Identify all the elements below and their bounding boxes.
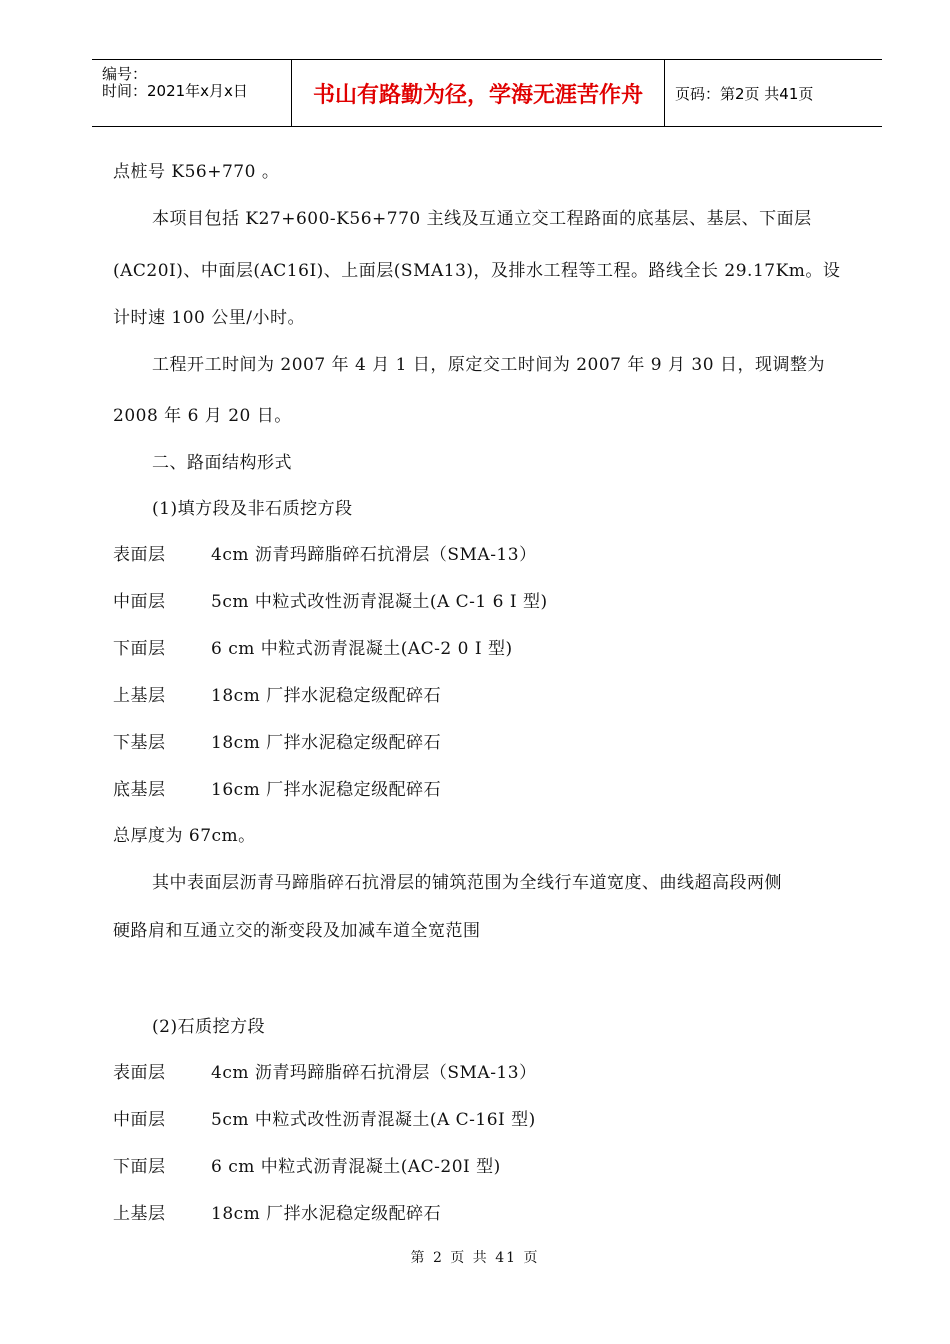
layer-description: 6 cm 中粒式沥青混凝土(AC-20I 型)	[211, 1157, 501, 1177]
paragraph-line: 点桩号 K56+770 。	[113, 162, 280, 182]
layer-name: 底基层	[113, 780, 166, 800]
layer-description: 18cm 厂拌水泥稳定级配碎石	[211, 733, 442, 753]
layer-name: 下基层	[113, 733, 166, 753]
paragraph-line: 工程开工时间为 2007 年 4 月 1 日，原定交工时间为 2007 年 9 月 30 日，现调整为	[152, 355, 825, 375]
paragraph-line: 计时速 100 公里/小时。	[113, 308, 305, 328]
document-number-label: 编号：	[102, 65, 148, 83]
layer-name: 表面层	[113, 545, 166, 565]
section-heading: 二、路面结构形式	[152, 453, 292, 473]
header-page-info: 页码：第2页 共41页	[675, 84, 814, 103]
page-footer: 第 2 页 共 41 页	[410, 1250, 540, 1266]
layer-description: 4cm 沥青玛蹄脂碎石抗滑层（SMA-13）	[211, 545, 537, 565]
layer-description: 6 cm 中粒式沥青混凝土(AC-2 0 I 型)	[211, 639, 513, 659]
total-thickness: 总厚度为 67cm。	[113, 826, 256, 846]
layer-name: 下面层	[113, 1157, 166, 1177]
subsection-heading: (2)石质挖方段	[152, 1017, 266, 1037]
layer-description: 4cm 沥青玛蹄脂碎石抗滑层（SMA-13）	[211, 1063, 537, 1083]
layer-name: 上基层	[113, 1204, 166, 1224]
paragraph-line: 其中表面层沥青马蹄脂碎石抗滑层的铺筑范围为全线行车道宽度、曲线超高段两侧	[152, 873, 782, 893]
page-header	[92, 59, 882, 127]
layer-name: 上基层	[113, 686, 166, 706]
layer-name: 下面层	[113, 639, 166, 659]
header-motto: 书山有路勤为径，学海无涯苦作舟	[292, 60, 665, 126]
layer-name: 中面层	[113, 1110, 166, 1130]
layer-name: 表面层	[113, 1063, 166, 1083]
subsection-heading: (1)填方段及非石质挖方段	[152, 499, 353, 519]
paragraph-line: 本项目包括 K27+600-K56+770 主线及互通立交工程路面的底基层、基层、下面层	[152, 209, 812, 229]
header-meta	[92, 60, 292, 126]
layer-description: 5cm 中粒式改性沥青混凝土(A C-1 6 I 型)	[211, 592, 548, 612]
layer-name: 中面层	[113, 592, 166, 612]
paragraph-line: 硬路肩和互通立交的渐变段及加减车道全宽范围	[113, 921, 481, 941]
document-time-label: 时间：2021年x月x日	[102, 82, 248, 100]
paragraph-line: 2008 年 6 月 20 日。	[113, 406, 292, 426]
layer-description: 18cm 厂拌水泥稳定级配碎石	[211, 686, 442, 706]
paragraph-line: (AC20I)、中面层(AC16I)、上面层(SMA13)，及排水工程等工程。路线全长 29.17Km。设	[113, 261, 841, 281]
layer-description: 5cm 中粒式改性沥青混凝土(A C-16I 型)	[211, 1110, 536, 1130]
layer-description: 18cm 厂拌水泥稳定级配碎石	[211, 1204, 442, 1224]
layer-description: 16cm 厂拌水泥稳定级配碎石	[211, 780, 442, 800]
